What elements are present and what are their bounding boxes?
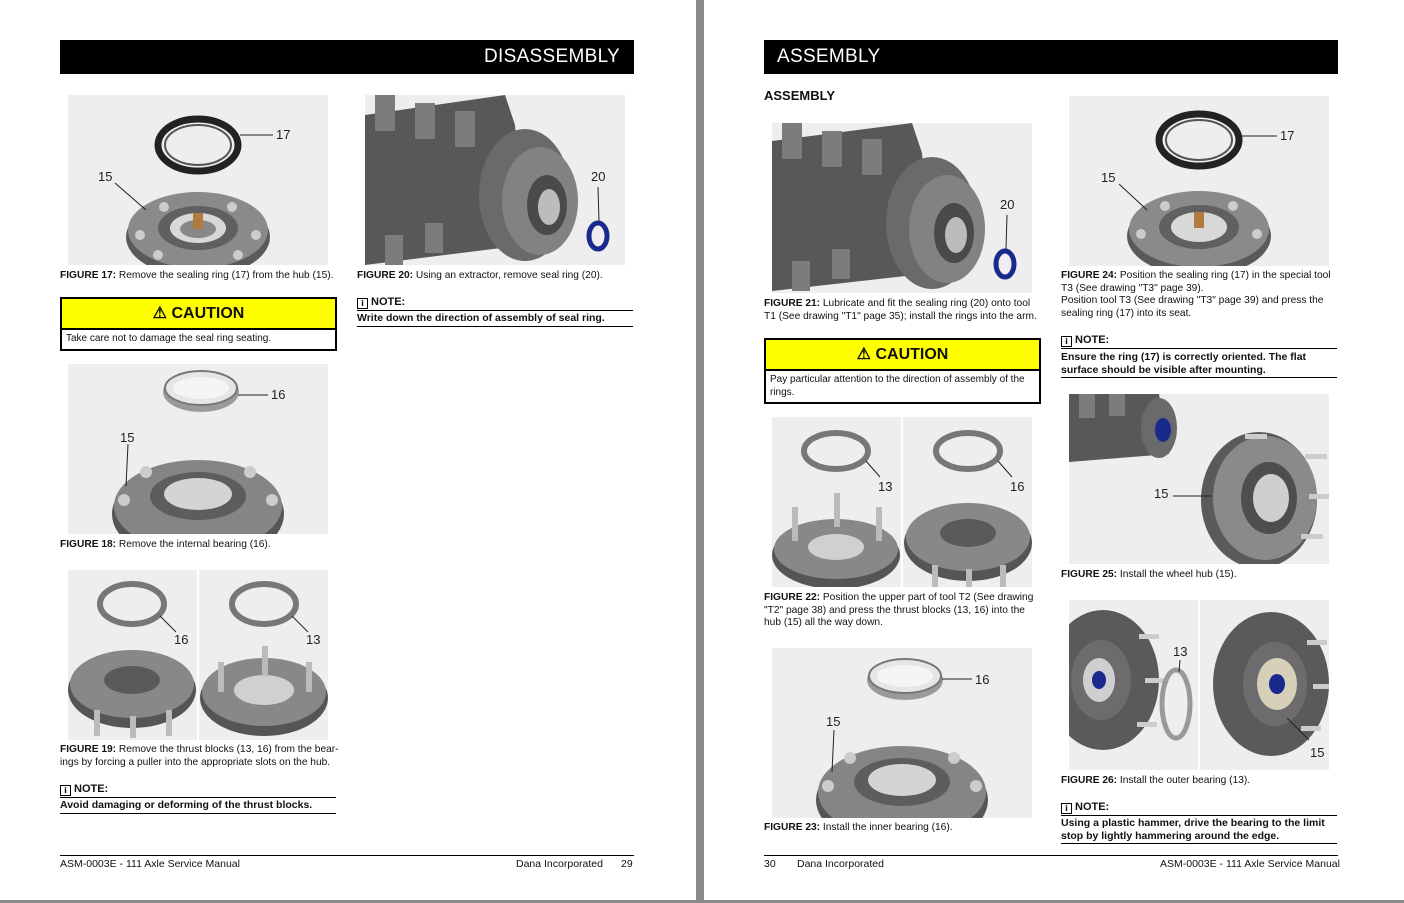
callout-16: 16	[271, 387, 286, 402]
footer-company: Dana Incorporated	[797, 858, 884, 870]
note-title: i NOTE:	[357, 296, 633, 311]
footer-company: Dana Incorporated	[516, 858, 603, 870]
callout-15: 15	[1101, 170, 1116, 185]
hub-graphic	[126, 192, 270, 265]
hub-right-graphic	[1213, 612, 1329, 756]
figure-24-image	[1069, 96, 1329, 266]
inner-bearing-graphic	[163, 371, 239, 412]
figure-20-image	[365, 95, 625, 265]
hub-graphic	[1127, 191, 1271, 266]
figure-17-caption: FIGURE 17: Remove the sealing ring (17) from the hub (15).	[60, 270, 334, 281]
hub-graphic	[816, 746, 988, 818]
hub-graphic	[112, 460, 284, 534]
thrust-block-13-graphic	[232, 584, 296, 624]
footer-manual: ASM-0003E - 111 Axle Service Manual	[60, 858, 240, 870]
figure-26-caption: FIGURE 26: Install the outer bearing (13).	[1061, 775, 1251, 786]
warning-triangle-icon: ⚠	[152, 305, 167, 322]
right-page	[704, 0, 1404, 900]
axle-shaft-graphic	[1069, 394, 1177, 462]
note-text: Using a plastic hammer, drive the bearing to the limit stop by lightly hammering around the edge.	[1061, 817, 1337, 844]
figure-21-caption: FIGURE 21: Lubricate and fit the sealing ring (20) onto tool T1 (See drawing "T1" page 35); install the rings into the arm.	[764, 298, 1037, 322]
callout-16: 16	[1010, 479, 1025, 494]
figure-22-caption: FIGURE 22: Position the upper part of tool T2 (See drawing "T2" page 38) and press the thrust blocks (13, 16) into the hub (15) all the way down.	[764, 592, 1034, 629]
hub-right-graphic	[904, 503, 1032, 587]
figure-19-image	[68, 570, 328, 740]
callout-15: 15	[1154, 486, 1169, 501]
sealing-ring-graphic	[158, 119, 238, 171]
inner-bearing-graphic	[867, 659, 943, 700]
note-text: Ensure the ring (17) is correctly oriented. The flat surface should be visible after mounting.	[1061, 351, 1337, 378]
seal-ring-20-graphic	[996, 251, 1014, 277]
thrust-block-16-graphic	[100, 584, 164, 624]
figure-23-caption: FIGURE 23: Install the inner bearing (16).	[764, 822, 953, 833]
caution-box: ⚠ CAUTION Take care not to damage the seal ring seating.	[60, 297, 337, 351]
figure-18-caption: FIGURE 18: Remove the internal bearing (16).	[60, 539, 271, 550]
footer-rule	[60, 855, 634, 856]
seal-ring-20-graphic	[589, 223, 607, 249]
callout-20: 20	[1000, 197, 1015, 212]
warning-triangle-icon: ⚠	[856, 346, 871, 363]
callout-16: 16	[975, 672, 990, 687]
figure-23-image	[772, 648, 1032, 818]
note-title: i NOTE:	[60, 783, 336, 798]
caution-box: ⚠ CAUTION Pay particular attention to the direction of assembly of the rings.	[764, 338, 1041, 404]
note-text: Avoid damaging or deforming of the thrust blocks.	[60, 799, 336, 814]
callout-15: 15	[1310, 745, 1325, 760]
hub-right-graphic	[200, 646, 328, 736]
section-banner-assembly: ASSEMBLY	[764, 40, 1338, 74]
hub-left-graphic	[1069, 610, 1165, 750]
figure-18-image	[68, 364, 328, 534]
note-text: Write down the direction of assembly of seal ring.	[357, 312, 633, 327]
splined-shaft-graphic	[772, 123, 985, 291]
figure-22-image	[772, 417, 1032, 587]
info-icon: i	[1061, 803, 1072, 814]
footer-rule	[764, 855, 1338, 856]
callout-20: 20	[591, 169, 606, 184]
section-banner-disassembly: DISASSEMBLY	[60, 40, 634, 74]
hub-left-graphic	[68, 650, 196, 738]
caution-text: Pay particular attention to the direction of assembly of the rings.	[770, 374, 1025, 398]
info-icon: i	[357, 298, 368, 309]
note-title: i NOTE:	[1061, 801, 1337, 816]
figure-24-caption: FIGURE 24: Position the sealing ring (17) in the special tool T3 (See drawing "T3" page 39). Position tool T3 (See drawing "T3" page 39) and press the sealing ring (17) into its seat.	[1061, 270, 1331, 319]
section-subheading: ASSEMBLY	[764, 88, 836, 103]
outer-bearing-13-graphic	[1162, 670, 1190, 738]
figure-19-caption: FIGURE 19: Remove the thrust blocks (13, 16) from the bear-ings by forcing a puller into the appropriate slots on the hub.	[60, 744, 339, 768]
callout-15: 15	[826, 714, 841, 729]
callout-15: 15	[98, 169, 113, 184]
callout-13: 13	[878, 479, 893, 494]
callout-16: 16	[174, 632, 189, 647]
callout-17: 17	[276, 127, 291, 142]
figure-17-image	[68, 95, 328, 265]
note-title: i NOTE:	[1061, 334, 1337, 349]
left-page	[0, 0, 696, 900]
figure-25-caption: FIGURE 25: Install the wheel hub (15).	[1061, 569, 1237, 580]
callout-13: 13	[1173, 644, 1188, 659]
sealing-ring-graphic	[1159, 114, 1239, 166]
figure-26-image	[1069, 600, 1329, 770]
figure-25-image	[1069, 394, 1329, 564]
figure-20-caption: FIGURE 20: Using an extractor, remove seal ring (20).	[357, 270, 603, 281]
callout-15: 15	[120, 430, 135, 445]
hub-left-graphic	[772, 493, 900, 587]
info-icon: i	[60, 785, 71, 796]
splined-shaft-graphic	[365, 95, 578, 265]
caution-text: Take care not to damage the seal ring seating.	[66, 333, 272, 344]
footer-manual: ASM-0003E - 111 Axle Service Manual	[1160, 858, 1340, 870]
thrust-block-16-graphic	[936, 433, 1000, 469]
info-icon: i	[1061, 336, 1072, 347]
figure-21-image	[772, 123, 1032, 293]
callout-13: 13	[306, 632, 321, 647]
wheel-hub-graphic	[1201, 432, 1329, 564]
footer-page-number: 29	[621, 858, 633, 870]
footer-page-number: 30	[764, 858, 776, 870]
thrust-block-13-graphic	[804, 433, 868, 469]
callout-17: 17	[1280, 128, 1295, 143]
